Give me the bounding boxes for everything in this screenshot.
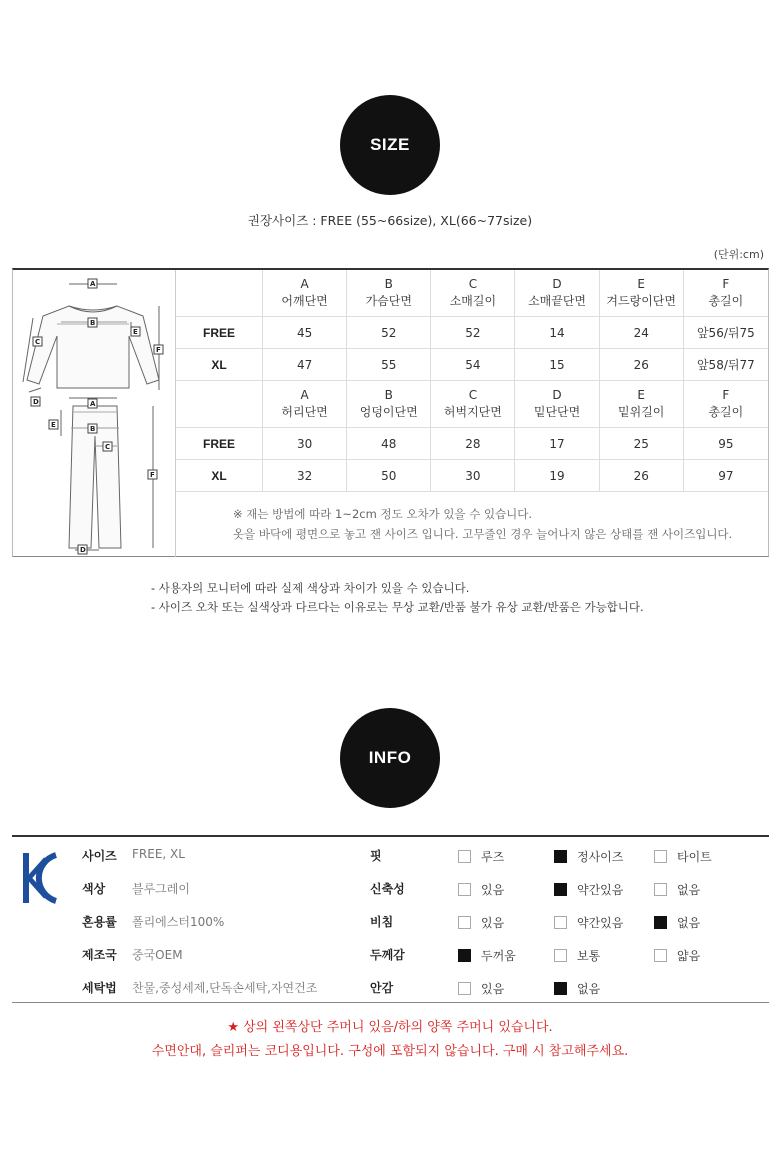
- bottom-header-f: F 총길이: [708, 388, 744, 419]
- checkbox-checked-icon: [554, 850, 567, 863]
- checkbox-checked-icon: [554, 982, 567, 995]
- option-stretch-some[interactable]: 약간있음: [554, 881, 623, 898]
- option-sheer-no[interactable]: 없음: [654, 914, 700, 931]
- bottom-header-b: B 엉덩이단면: [347, 381, 431, 427]
- bottom-header-e: E 밑위길이: [600, 381, 684, 427]
- bottom-header-c: C 허벅지단면: [431, 381, 515, 427]
- option-sheer-some[interactable]: 약간있음: [554, 914, 623, 931]
- option-thickness-normal[interactable]: 보통: [554, 947, 600, 964]
- option-stretch-yes[interactable]: 있음: [458, 881, 504, 898]
- size-section-title: SIZE: [340, 95, 440, 195]
- svg-text:F: F: [156, 346, 161, 354]
- garment-diagram: [13, 270, 176, 557]
- option-fit-tight[interactable]: 타이트: [654, 848, 712, 865]
- info-row-origin: 제조국 중국OEM 두께감 두꺼움 보통 얇음: [82, 948, 701, 963]
- checkbox-icon: [654, 949, 667, 962]
- recommended-size: 권장사이즈 : FREE (55~66size), XL(66~77size): [247, 213, 533, 228]
- checkbox-icon: [654, 883, 667, 896]
- option-thickness-thick[interactable]: 두꺼움: [458, 947, 516, 964]
- option-sheer-yes[interactable]: 있음: [458, 914, 504, 931]
- checkbox-icon: [554, 916, 567, 929]
- size-label: XL: [176, 460, 263, 491]
- option-fit-loose[interactable]: 루즈: [458, 848, 504, 865]
- top-header-c: C 소매길이: [431, 270, 515, 316]
- info-row-washing: 세탁법 찬물,중성세제,단독손세탁,자연건조 안감 있음 없음: [82, 981, 601, 996]
- disclaimer-list: [151, 579, 644, 617]
- checkbox-checked-icon: [554, 883, 567, 896]
- option-stretch-no[interactable]: 없음: [654, 881, 700, 898]
- checkbox-icon: [458, 916, 471, 929]
- bottom-header-a: A 허리단면: [263, 381, 347, 427]
- svg-text:F: F: [150, 471, 155, 479]
- checkbox-icon: [458, 850, 471, 863]
- notice-pockets: ★ 상의 왼쪽상단 주머니 있음/하의 양쪽 주머니 있습니다.: [227, 1020, 553, 1035]
- size-table: [12, 268, 769, 557]
- option-thickness-thin[interactable]: 얇음: [654, 947, 700, 964]
- checkbox-icon: [554, 949, 567, 962]
- svg-text:C: C: [105, 443, 111, 451]
- svg-text:A: A: [90, 280, 96, 288]
- table-row: FREE 45 52 52 14 24 앞56/뒤75: [176, 317, 768, 349]
- svg-text:B: B: [90, 319, 96, 327]
- top-header-b: B 가슴단면: [347, 270, 431, 316]
- notice-accessories: 수면안대, 슬리퍼는 코디용입니다. 구성에 포함되지 않습니다. 구매 시 참고해주세요.: [151, 1044, 629, 1059]
- bottom-header-row: [176, 381, 768, 428]
- bottom-header-d: D 밑단단면: [515, 381, 599, 427]
- size-grid: [176, 270, 768, 555]
- checkbox-icon: [458, 883, 471, 896]
- size-label: FREE: [176, 317, 263, 348]
- svg-text:D: D: [33, 398, 39, 406]
- svg-text:E: E: [133, 328, 138, 336]
- info-row-size: 사이즈 FREE, XL 핏 루즈 정사이즈 타이트: [82, 847, 712, 864]
- checkbox-checked-icon: [458, 949, 471, 962]
- option-fit-regular[interactable]: 정사이즈: [554, 848, 623, 865]
- size-label: FREE: [176, 428, 263, 459]
- top-header-f: F 총길이: [708, 277, 744, 308]
- info-table: [12, 835, 769, 1003]
- svg-text:C: C: [35, 338, 41, 346]
- info-row-material: 혼용률 폴리에스터100% 비침 있음 약간있음 없음: [82, 915, 701, 930]
- top-header-a: A 어깨단면: [263, 270, 347, 316]
- checkbox-icon: [458, 982, 471, 995]
- disclaimer-item: - 사이즈 오차 또는 실색상과 다르다는 이유로는 무상 교환/반품 불가 유상 교환/반품은 가능합니다.: [151, 600, 644, 614]
- top-header-e: E 겨드랑이단면: [600, 270, 684, 316]
- garment-measure-diagram: [13, 270, 176, 557]
- unit-label: (단위:cm): [713, 248, 764, 261]
- svg-text:E: E: [51, 421, 56, 429]
- option-lining-yes[interactable]: 있음: [458, 980, 504, 997]
- table-row: XL 47 55 54 15 26 앞58/뒤77: [176, 349, 768, 381]
- info-section-title: INFO: [340, 708, 440, 808]
- table-row: FREE 30 48 28 17 25 95: [176, 428, 768, 460]
- svg-text:A: A: [90, 400, 96, 408]
- measurement-note: ※ 재는 방법에 따라 1~2cm 정도 오차가 있을 수 있습니다. 옷을 바닥에 평면으로 놓고 잰 사이즈 입니다. 고무줄인 경우 늘어나지 않은 상태를 잰 사이즈입니다.: [233, 506, 733, 541]
- size-label: XL: [176, 349, 263, 380]
- table-row: XL 32 50 30 19 26 97: [176, 460, 768, 492]
- svg-text:B: B: [90, 425, 96, 433]
- checkbox-checked-icon: [654, 916, 667, 929]
- top-header-row: [176, 270, 768, 317]
- disclaimer-item: - 사용자의 모니터에 따라 실제 색상과 차이가 있을 수 있습니다.: [151, 581, 470, 595]
- info-row-color: 색상 블루그레이 신축성 있음 약간있음 없음: [82, 882, 701, 897]
- checkbox-icon: [654, 850, 667, 863]
- top-header-d: D 소매끝단면: [515, 270, 599, 316]
- svg-text:D: D: [80, 546, 86, 554]
- option-lining-no[interactable]: 없음: [554, 980, 600, 997]
